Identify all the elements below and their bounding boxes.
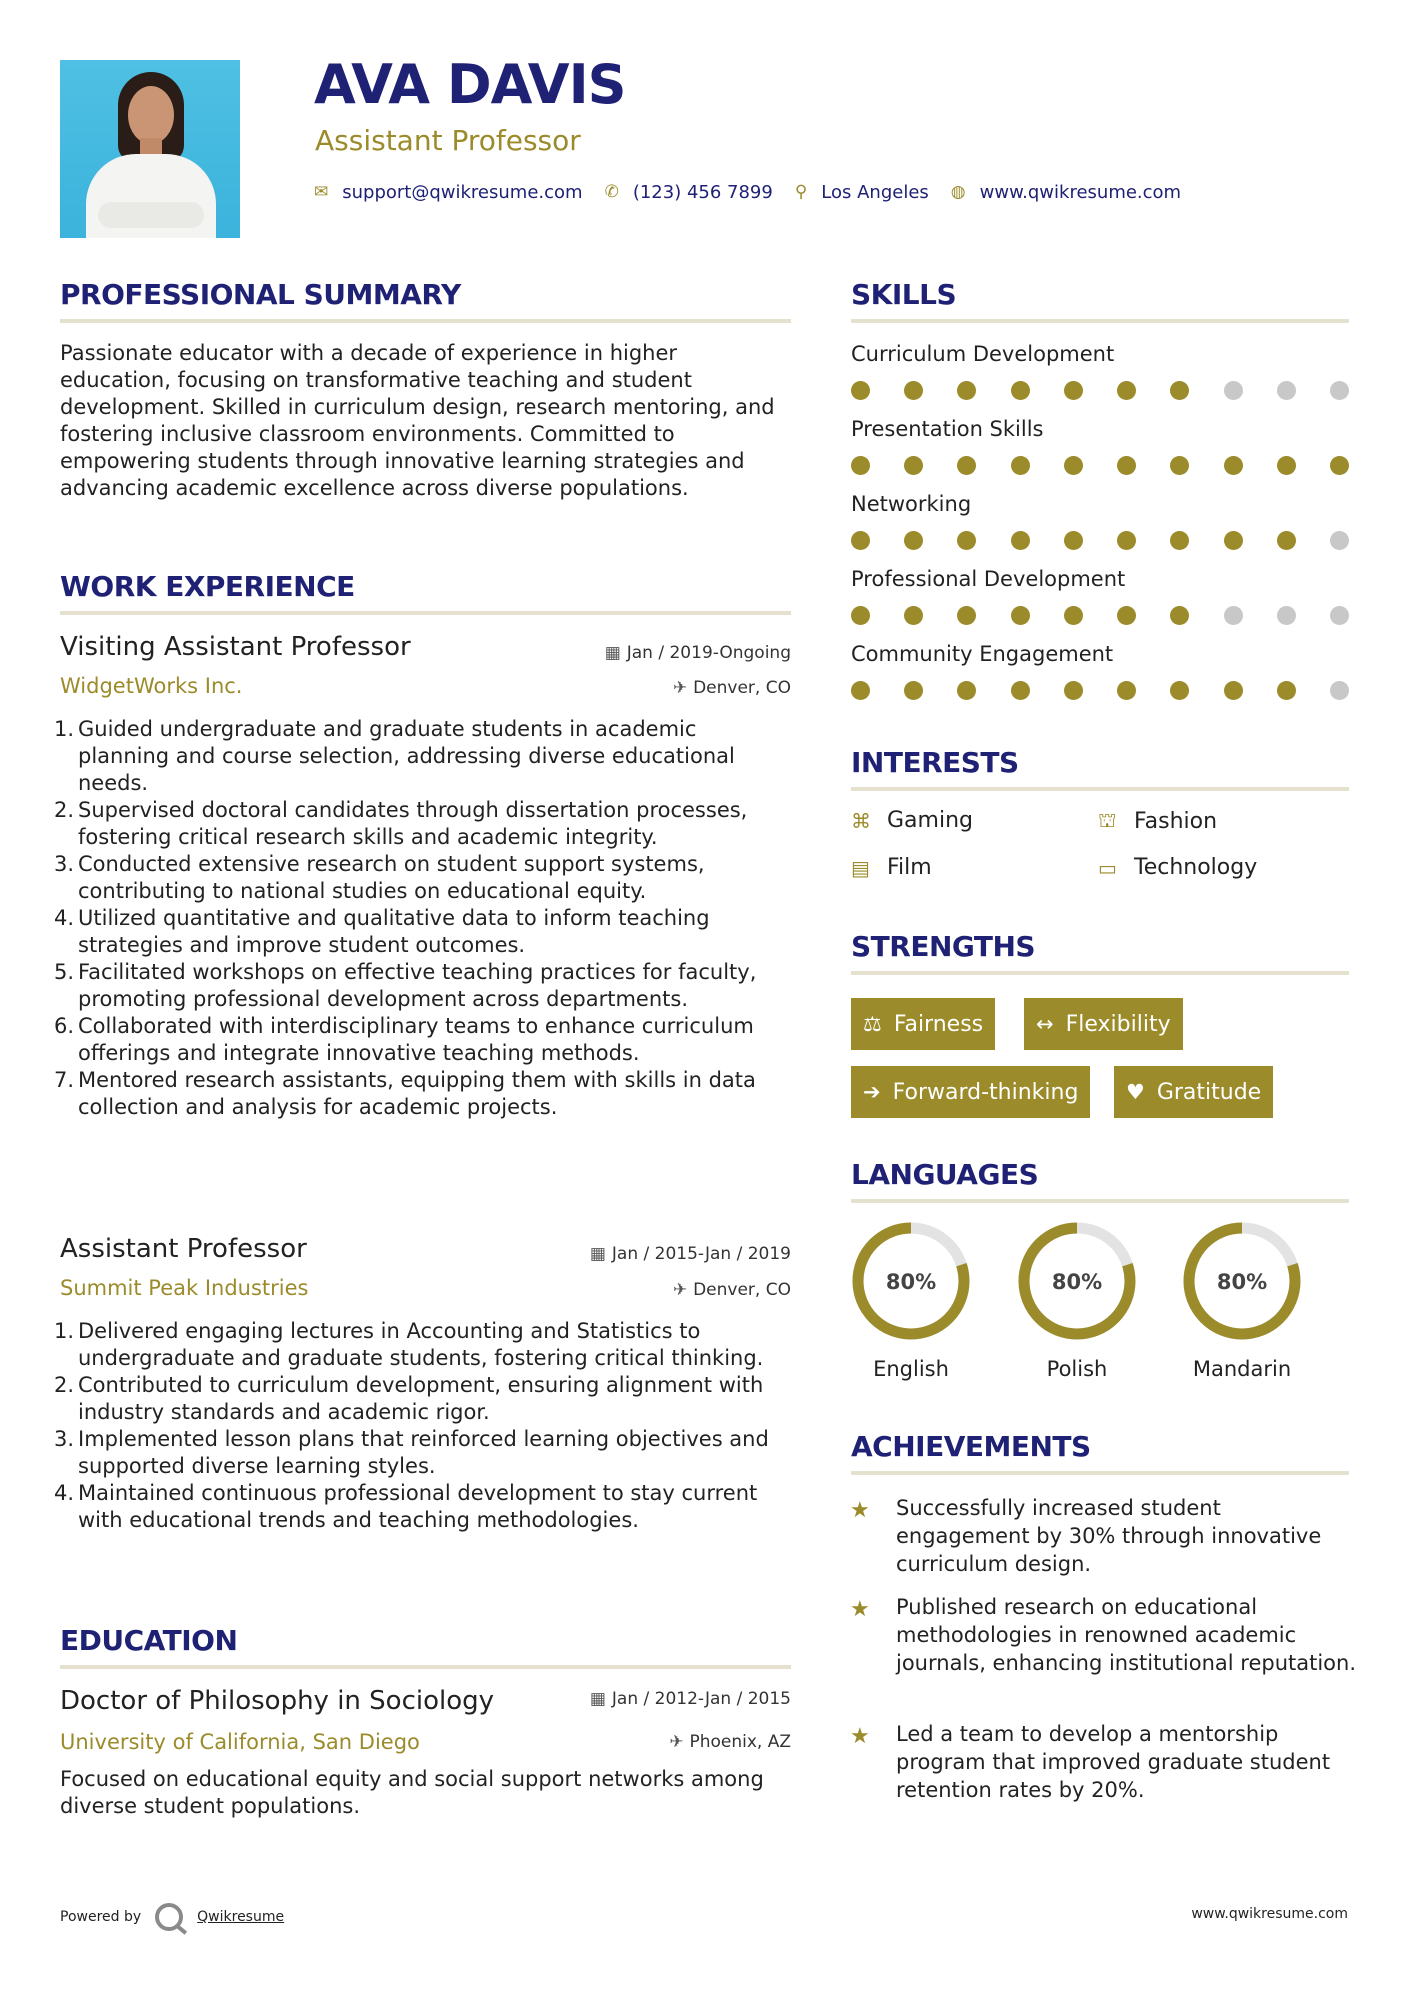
job-title: Assistant Professor <box>60 1234 307 1264</box>
skill-dot-filled <box>1117 681 1136 700</box>
footer-website[interactable]: www.qwikresume.com <box>1191 1906 1348 1922</box>
skill-label: Networking <box>851 492 972 516</box>
interest-fashion: ⛫ Fashion <box>1098 808 1218 834</box>
qwikresume-logo-icon <box>155 1903 183 1931</box>
heart-icon: ♥ <box>1126 1080 1145 1104</box>
contact-bar <box>314 178 1203 206</box>
skill-dot-filled <box>1170 681 1189 700</box>
skill-dot-empty <box>1330 381 1349 400</box>
list-item: 3. Conducted extensive research on student support systems, contributing to national studies on educational equity. <box>54 852 705 903</box>
skill-dot-filled <box>1064 606 1083 625</box>
skill-dot-filled <box>851 531 870 550</box>
list-item: 1. Guided undergraduate and graduate students in academic planning and course selection, addressing diverse educational needs. <box>54 717 735 795</box>
skill-rating <box>851 531 1349 551</box>
summary-heading: PROFESSIONAL SUMMARY <box>60 278 461 311</box>
job-date: ▦ Jan / 2019-Ongoing <box>604 643 791 663</box>
interest-film: ▤ Film <box>851 855 932 880</box>
skill-dot-filled <box>1064 456 1083 475</box>
achievement-item: Successfully increased student engagement by 30% through innovative curriculum design. <box>896 1496 1322 1576</box>
skill-dot-empty <box>1224 606 1243 625</box>
laptop-icon: ▭ <box>1098 855 1117 880</box>
education-location: ✈ Phoenix, AZ <box>669 1732 791 1752</box>
strengths-heading: STRENGTHS <box>851 930 1036 963</box>
skill-dot-filled <box>1170 381 1189 400</box>
skill-dot-filled <box>1117 531 1136 550</box>
skill-label: Community Engagement <box>851 642 1114 666</box>
work-heading: WORK EXPERIENCE <box>60 570 355 603</box>
skill-dot-filled <box>1330 456 1349 475</box>
profile-photo <box>60 60 240 238</box>
contact-phone[interactable]: (123) 456 7899 <box>632 181 773 203</box>
skill-dot-filled <box>1224 681 1243 700</box>
list-item: 2. Contributed to curriculum development, ensuring alignment with industry standards and academic rigor. <box>54 1373 764 1424</box>
skill-dot-filled <box>1011 606 1030 625</box>
contact-location: Los Angeles <box>821 181 929 203</box>
arrow-right-icon: ➔ <box>863 1080 881 1104</box>
skill-rating <box>851 606 1349 626</box>
achievements-divider <box>851 1471 1349 1475</box>
list-item: 3. Implemented lesson plans that reinforced learning objectives and supported diverse learning styles. <box>54 1427 769 1478</box>
skill-dot-empty <box>1330 606 1349 625</box>
interests-divider <box>851 787 1349 791</box>
strengths-divider <box>851 971 1349 975</box>
job-location: ✈ Denver, CO <box>672 1280 791 1300</box>
arrows-horizontal-icon: ↔ <box>1036 1012 1054 1036</box>
achievement-item: Led a team to develop a mentorship program that improved graduate student retention rates by 20%. <box>896 1722 1331 1802</box>
star-icon: ★ <box>850 1498 870 1523</box>
skill-dot-filled <box>904 681 923 700</box>
list-item: 1. Delivered engaging lectures in Accounting and Statistics to undergraduate and graduate students, fostering critical thinking. <box>54 1319 764 1370</box>
skill-dot-filled <box>1064 381 1083 400</box>
skill-dot-empty <box>1277 381 1296 400</box>
calendar-icon: ▦ <box>589 1244 606 1264</box>
job-bullets <box>54 716 794 1121</box>
pin-icon: ✈ <box>669 1732 684 1752</box>
skill-dot-filled <box>1224 531 1243 550</box>
skill-dot-filled <box>904 531 923 550</box>
education-description: Focused on educational equity and social support networks among diverse student populations. <box>60 1767 764 1818</box>
skill-dot-filled <box>1117 456 1136 475</box>
skill-dot-filled <box>957 681 976 700</box>
list-item: 7. Mentored research assistants, equipping them with skills in data collection and analysis for academic projects. <box>54 1068 756 1119</box>
skills-divider <box>851 319 1349 323</box>
skill-dot-filled <box>957 456 976 475</box>
interest-technology: ▭ Technology <box>1098 855 1258 880</box>
skill-dot-filled <box>957 606 976 625</box>
language-percent: 80% <box>1051 1270 1103 1294</box>
skill-label: Curriculum Development <box>851 342 1115 366</box>
skill-dot-filled <box>1011 381 1030 400</box>
skill-dot-filled <box>1117 381 1136 400</box>
education-date: ▦ Jan / 2012-Jan / 2015 <box>589 1689 791 1709</box>
pin-icon: ✈ <box>672 678 688 698</box>
strength-badge: ⚖ Fairness <box>851 998 995 1050</box>
skill-dot-filled <box>851 381 870 400</box>
language-ring <box>850 1220 972 1342</box>
strength-badge: ↔ Flexibility <box>1024 998 1183 1050</box>
school-name: University of California, San Diego <box>60 1730 420 1754</box>
film-icon: ▤ <box>851 855 870 880</box>
skill-dot-filled <box>904 381 923 400</box>
gamepad-icon: ⌘ <box>851 808 871 833</box>
summary-divider <box>60 319 791 323</box>
education-divider <box>60 1665 791 1669</box>
star-icon: ★ <box>850 1597 870 1622</box>
skill-dot-filled <box>904 606 923 625</box>
calendar-icon: ▦ <box>604 643 621 663</box>
skill-dot-filled <box>1277 456 1296 475</box>
language-percent: 80% <box>1216 1270 1268 1294</box>
language-percent: 80% <box>885 1270 937 1294</box>
skill-rating <box>851 381 1349 401</box>
list-item: 6. Collaborated with interdisciplinary teams to enhance curriculum offerings and integrate innovative teaching methods. <box>54 1014 754 1065</box>
footer-brand-link[interactable]: Qwikresume <box>197 1909 285 1925</box>
list-item: 4. Utilized quantitative and qualitative data to inform teaching strategies and improve student outcomes. <box>54 906 710 957</box>
language-name: Polish <box>1046 1357 1108 1381</box>
list-item: 5. Facilitated workshops on effective teaching practices for faculty, promoting professional development across departments. <box>54 960 757 1011</box>
strength-badge: ➔ Forward-thinking <box>851 1066 1090 1118</box>
job-company: Summit Peak Industries <box>60 1276 309 1300</box>
strength-badge: ♥ Gratitude <box>1114 1066 1273 1118</box>
list-item: 2. Supervised doctoral candidates through dissertation processes, fostering critical research skills and academic integrity. <box>54 798 748 849</box>
education-heading: EDUCATION <box>60 1624 238 1657</box>
contact-website[interactable]: www.qwikresume.com <box>979 181 1182 203</box>
skill-dot-empty <box>1330 531 1349 550</box>
skill-dot-filled <box>957 531 976 550</box>
achievements-heading: ACHIEVEMENTS <box>851 1430 1091 1463</box>
globe-icon: ◍ <box>950 182 966 202</box>
interests-heading: INTERESTS <box>851 746 1019 779</box>
skill-dot-filled <box>1170 606 1189 625</box>
map-marker-icon: ⚲ <box>794 182 808 202</box>
footer-powered-by: Powered by Qwikresume <box>60 1903 284 1931</box>
skill-label: Presentation Skills <box>851 417 1044 441</box>
skill-dot-filled <box>851 456 870 475</box>
contact-email[interactable]: support@qwikresume.com <box>342 181 583 203</box>
skill-dot-filled <box>1277 681 1296 700</box>
calendar-icon: ▦ <box>589 1689 606 1709</box>
skill-dot-empty <box>1330 681 1349 700</box>
envelope-icon: ✉ <box>314 182 329 202</box>
language-ring <box>1181 1220 1303 1342</box>
languages-heading: LANGUAGES <box>851 1158 1039 1191</box>
job-location: ✈ Denver, CO <box>672 678 791 698</box>
skill-dot-filled <box>957 381 976 400</box>
phone-icon: ✆ <box>604 182 619 202</box>
skill-label: Professional Development <box>851 567 1126 591</box>
job-title: Visiting Assistant Professor <box>60 632 411 662</box>
interest-gaming: ⌘ Gaming <box>851 808 973 833</box>
summary-text: Passionate educator with a decade of experience in higher education, focusing on transformative teaching and student development. Skilled in curriculum design, research mentoring, and fostering inclusive classroom environments. Committed to empowering students through innovative learning strategies and advancing academic excellence across diverse populations. <box>60 341 775 500</box>
language-ring <box>1016 1220 1138 1342</box>
skill-dot-filled <box>1011 531 1030 550</box>
skill-dot-empty <box>1277 606 1296 625</box>
shopping-bag-icon: ⛫ <box>1098 808 1117 832</box>
skill-dot-filled <box>1170 456 1189 475</box>
skill-rating <box>851 456 1349 476</box>
skill-dot-filled <box>1224 456 1243 475</box>
skill-dot-filled <box>904 456 923 475</box>
language-name: Mandarin <box>1192 1357 1292 1381</box>
skill-dot-empty <box>1224 381 1243 400</box>
skill-dot-filled <box>1117 606 1136 625</box>
balance-scale-icon: ⚖ <box>863 1012 882 1036</box>
skill-dot-filled <box>851 606 870 625</box>
language-name: English <box>873 1357 949 1381</box>
pin-icon: ✈ <box>672 1280 688 1300</box>
skill-dot-filled <box>851 681 870 700</box>
skill-dot-filled <box>1064 531 1083 550</box>
skill-dot-filled <box>1170 531 1189 550</box>
achievement-item: Published research on educational methodologies in renowned academic journals, enhancing institutional reputation. <box>896 1595 1357 1675</box>
skill-rating <box>851 681 1349 701</box>
candidate-title: Assistant Professor <box>315 124 581 157</box>
work-divider <box>60 611 791 615</box>
skills-heading: SKILLS <box>851 278 957 311</box>
skill-dot-filled <box>1277 531 1296 550</box>
skill-dot-filled <box>1064 681 1083 700</box>
languages-divider <box>851 1199 1349 1203</box>
candidate-name: AVA DAVIS <box>314 53 626 116</box>
skill-dot-filled <box>1011 681 1030 700</box>
job-date: ▦ Jan / 2015-Jan / 2019 <box>589 1244 791 1264</box>
job-company: WidgetWorks Inc. <box>60 674 243 698</box>
degree-title: Doctor of Philosophy in Sociology <box>60 1686 495 1716</box>
list-item: 4. Maintained continuous professional development to stay current with educational trends and teaching methodologies. <box>54 1481 758 1532</box>
skill-dot-filled <box>1011 456 1030 475</box>
star-icon: ★ <box>850 1724 870 1749</box>
job-bullets <box>54 1318 794 1534</box>
